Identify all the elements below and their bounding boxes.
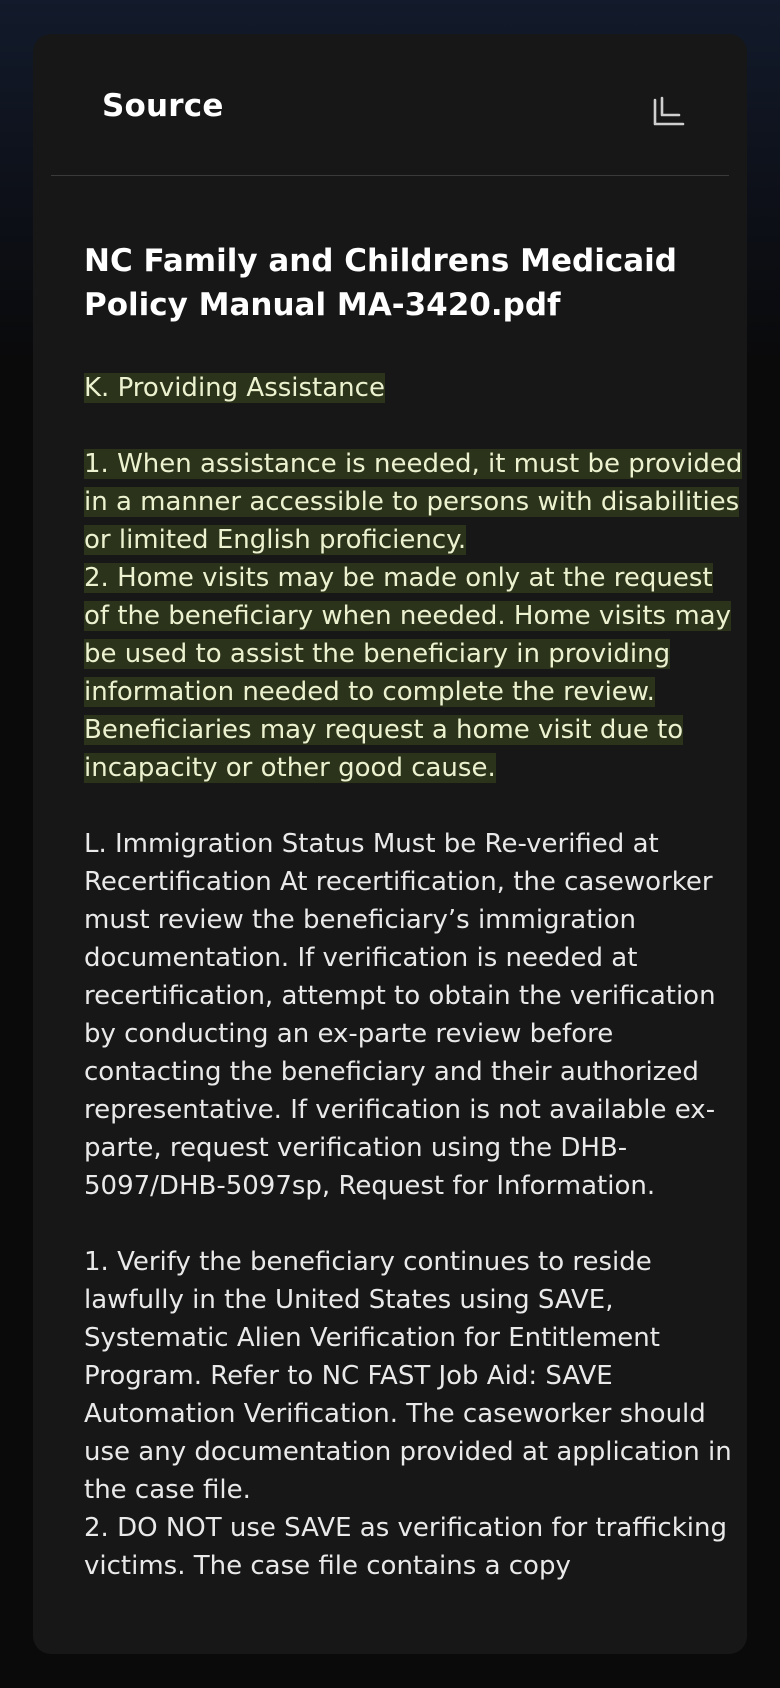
document-title: NC Family and Childrens Medicaid Policy Manual MA-3420.pdf [84,243,677,323]
source-panel [33,34,747,1654]
highlight-passage-text: 1. When assistance is needed, it must be provided in a manner accessible to persons with disabilities or limited English proficiency. 2. Home visits may be made only at the request of the beneficiary when needed. Home visits may be used to assist the beneficiary in providing information needed to complete the review. Beneficiaries may request a home visit due to incapacity or other good cause. [84,449,743,783]
document-content[interactable] [84,239,744,1647]
collapse-corner-icon [652,95,686,129]
section-l-list: 1. Verify the beneficiary continues to reside lawfully in the United States using SAVE, Systematic Alien Verification for Entitlement Program. Refer to NC FAST Job Aid: SAVE Automation Verification. The caseworker should use any documentation provided at application in the case file. 2. DO NOT use SAVE as verification for trafficking victims. The case file contains a copy [84,1247,732,1581]
highlighted-heading [84,369,744,407]
section-l-paragraph: L. Immigration Status Must be Re-verified at Recertification At recertification, the caseworker must review the beneficiary’s immigration documentation. If verification is needed at recertification, attempt to obtain the verification by conducting an ex-parte review before contacting the beneficiary and their authorized representative. If verification is not available ex-parte, request verification using the DHB-5097/DHB-5097sp, Request for Information. [84,829,716,1201]
highlight-heading-text: K. Providing Assistance [84,373,385,403]
panel-header [51,34,729,176]
panel-title: Source [102,88,224,124]
collapse-button[interactable] [649,92,689,132]
highlighted-passage [84,445,744,787]
